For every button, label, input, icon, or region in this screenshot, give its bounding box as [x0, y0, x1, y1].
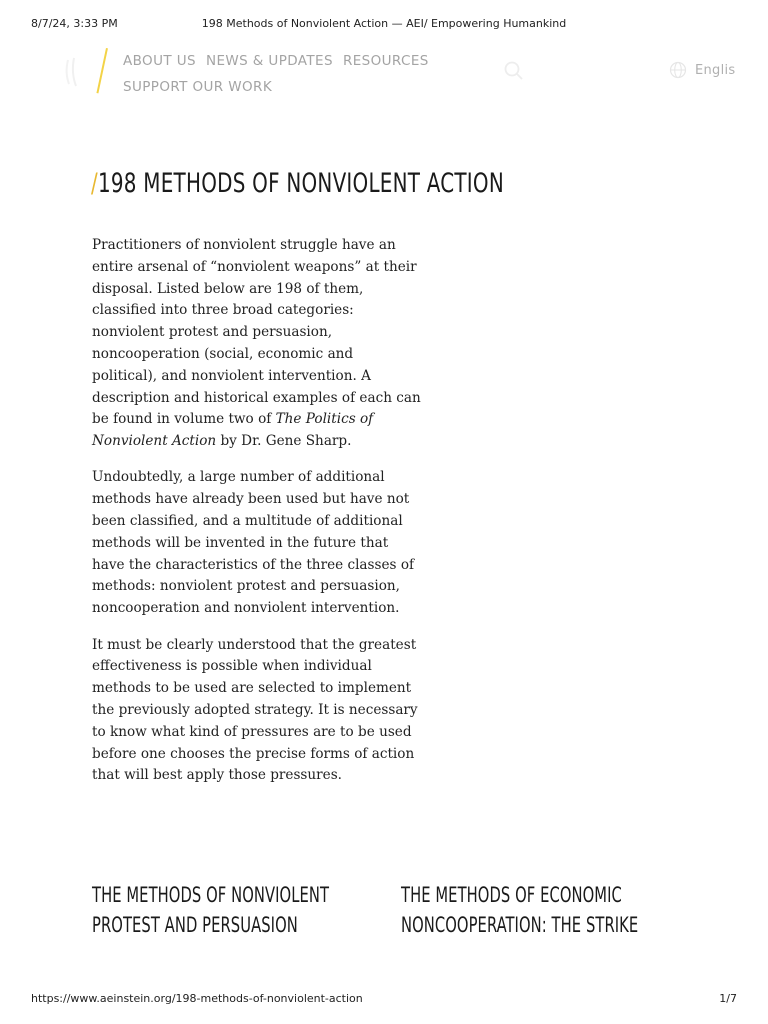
nav-news-updates[interactable]: NEWS & UPDATES: [205, 53, 333, 69]
page-title: [91, 168, 504, 199]
nav-row-primary: [123, 48, 443, 74]
main-navigation: [123, 48, 443, 100]
search-button[interactable]: [503, 60, 525, 82]
print-url: https://www.aeinstein.org/198-methods-of-nonviolent-action: [31, 992, 363, 1005]
print-page-number: 1/7: [719, 992, 737, 1005]
intro-paragraph-1-author: by Dr. Gene Sharp.: [216, 433, 352, 450]
section-heading-economic-noncooperation-strike[interactable]: THE METHODS OF ECONOMIC NONCOOPERATION: THE STRIKE: [401, 883, 639, 937]
intro-content: [92, 235, 422, 802]
title-accent-slash: /: [91, 168, 98, 199]
section-heading-protest-persuasion[interactable]: THE METHODS OF NONVIOLENT PROTEST AND PERSUASION: [92, 883, 330, 937]
print-footer: [31, 992, 737, 1006]
print-timestamp: 8/7/24, 3:33 PM: [31, 17, 118, 30]
nav-row-secondary: [123, 74, 443, 100]
nav-support-our-work[interactable]: SUPPORT OUR WORK: [123, 79, 273, 95]
intro-paragraph-1: [92, 235, 422, 453]
language-selector[interactable]: [669, 61, 736, 79]
page-title-text: 198 METHODS OF NONVIOLENT ACTION: [97, 168, 504, 199]
globe-icon: [669, 61, 687, 79]
logo-icon: [60, 54, 90, 90]
intro-paragraph-2: Undoubtedly, a large number of additional methods have already been used but have not been classified, and a multitude of additional methods will be invented in the future that have the characteristics of the three classes of methods: nonviolent protest and persuasion, noncooperation and nonviolent intervention.: [92, 469, 415, 617]
site-logo[interactable]: [60, 54, 90, 90]
intro-paragraph-1-text: Practitioners of nonviolent struggle have an entire arsenal of “nonviolent weapons” at their disposal. Listed below are 198 of them, classified into three broad categories: nonviolent protest and persuasion, noncooperation (social, economic and political), and nonviolent intervention. A description and historical examples of each can be found in volume two of: [92, 237, 421, 428]
intro-paragraph-3: It must be clearly understood that the greatest effectiveness is possible when individual methods to be used are selected to implement the previously adopted strategy. It is necessary to know what kind of pressures are to be used before one chooses the precise forms of action that will best apply those pressures.: [92, 636, 418, 784]
nav-about-us[interactable]: ABOUT US: [123, 53, 196, 69]
book-title-reference: The Politics of Nonviolent Action: [92, 411, 374, 450]
print-header: [31, 17, 737, 31]
search-icon: [503, 60, 525, 82]
nav-resources[interactable]: RESOURCES: [342, 53, 429, 69]
print-document-title: 198 Methods of Nonviolent Action — AEI/ Empowering Humankind: [201, 17, 567, 30]
language-label: Englis: [695, 62, 736, 78]
